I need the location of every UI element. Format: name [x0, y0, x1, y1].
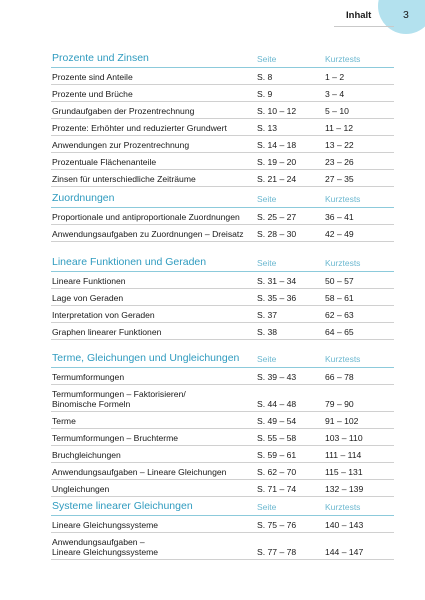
page-range: S. 13 [257, 123, 278, 133]
topic-label: Terme [52, 416, 76, 426]
page-range: S. 10 – 12 [257, 106, 297, 116]
table-row[interactable] [51, 429, 394, 446]
page-number: 3 [403, 9, 409, 21]
topic-label [52, 537, 252, 557]
test-range: 13 – 22 [325, 140, 354, 150]
section-lineare-funktionen [51, 256, 394, 340]
page-range: S. 55 – 58 [257, 433, 297, 443]
test-range: 91 – 102 [325, 416, 359, 426]
topic-label: Prozentuale Flächenanteile [52, 157, 157, 167]
column-header-page: Seite [257, 354, 277, 364]
table-row[interactable] [51, 480, 394, 497]
page-range: S. 35 – 36 [257, 293, 297, 303]
topic-label: Anwendungen zur Prozentrechnung [52, 140, 190, 150]
page-range: S. 62 – 70 [257, 467, 297, 477]
section-title: Lineare Funktionen und Geraden [52, 256, 207, 268]
section-title: Terme, Gleichungen und Ungleichungen [52, 352, 240, 364]
column-header-page: Seite [257, 194, 277, 204]
section-title: Zuordnungen [52, 192, 115, 204]
section-header [51, 500, 394, 516]
topic-label: Prozente: Erhöhter und reduzierter Grundwert [52, 123, 227, 133]
test-range: 23 – 26 [325, 157, 354, 167]
table-row[interactable] [51, 68, 394, 85]
section-systeme-linearer-gleichungen [51, 500, 394, 560]
section-header [51, 352, 394, 368]
page-range: S. 71 – 74 [257, 484, 297, 494]
page-range: S. 37 [257, 310, 278, 320]
table-row[interactable] [51, 412, 394, 429]
test-range: 11 – 12 [325, 123, 354, 133]
topic-label: Prozente und Brüche [52, 89, 133, 99]
page-range: S. 14 – 18 [257, 140, 297, 150]
column-header-tests: Kurztests [325, 502, 361, 512]
page-range: S. 59 – 61 [257, 450, 297, 460]
test-range: 64 – 65 [325, 327, 354, 337]
column-header-page: Seite [257, 502, 277, 512]
topic-label: Anwendungsaufgaben – Lineare Gleichungen [52, 467, 227, 477]
section-header [51, 256, 394, 272]
column-header-page: Seite [257, 258, 277, 268]
table-row[interactable] [51, 516, 394, 533]
page-range: S. 21 – 24 [257, 174, 297, 184]
table-row[interactable] [51, 533, 394, 560]
page-range: S. 38 [257, 327, 278, 337]
page-range: S. 8 [257, 72, 273, 82]
topic-label: Lineare Funktionen [52, 276, 126, 286]
topic-label: Termumformungen – Bruchterme [52, 433, 179, 443]
column-header-tests: Kurztests [325, 258, 361, 268]
page-title: Inhalt [346, 10, 372, 21]
page-number-badge [378, 0, 425, 34]
table-row[interactable] [51, 289, 394, 306]
table-row[interactable] [51, 136, 394, 153]
table-row[interactable] [51, 153, 394, 170]
test-range: 1 – 2 [325, 72, 345, 82]
column-header-tests: Kurztests [325, 354, 361, 364]
test-range: 111 – 114 [325, 450, 362, 460]
topic-label: Zinsen für unterschiedliche Zeiträume [52, 174, 196, 184]
test-range: 115 – 131 [325, 467, 363, 477]
test-range: 66 – 78 [325, 372, 354, 382]
test-range: 3 – 4 [325, 89, 345, 99]
topic-line-2: Lineare Gleichungssysteme [52, 547, 159, 557]
column-header-tests: Kurztests [325, 194, 361, 204]
topic-label: Grundaufgaben der Prozentrechnung [52, 106, 195, 116]
table-row[interactable] [51, 170, 394, 187]
table-row[interactable] [51, 225, 394, 242]
topic-line-1: Termumformungen – Faktorisieren/ [52, 389, 186, 399]
test-range: 103 – 110 [325, 433, 363, 443]
table-row[interactable] [51, 208, 394, 225]
test-range: 42 – 49 [325, 229, 354, 239]
table-row[interactable] [51, 385, 394, 412]
page-range: S. 19 – 20 [257, 157, 297, 167]
table-row[interactable] [51, 446, 394, 463]
topic-label: Proportionale und antiproportionale Zuordnungen [52, 212, 240, 222]
page-range: S. 49 – 54 [257, 416, 297, 426]
table-row[interactable] [51, 368, 394, 385]
table-row[interactable] [51, 463, 394, 480]
table-row[interactable] [51, 102, 394, 119]
topic-label: Lineare Gleichungssysteme [52, 520, 159, 530]
table-row[interactable] [51, 119, 394, 136]
test-range: 36 – 41 [325, 212, 354, 222]
topic-label: Prozente sind Anteile [52, 72, 133, 82]
table-row[interactable] [51, 323, 394, 340]
page-range: S. 31 – 34 [257, 276, 297, 286]
test-range: 62 – 63 [325, 310, 354, 320]
section-header [51, 52, 394, 68]
page-range: S. 44 – 48 [257, 399, 297, 409]
topic-line-2: Binomische Formeln [52, 399, 131, 409]
section-header [51, 192, 394, 208]
page-range: S. 25 – 27 [257, 212, 297, 222]
page-range: S. 28 – 30 [257, 229, 297, 239]
test-range: 50 – 57 [325, 276, 354, 286]
test-range: 27 – 35 [325, 174, 354, 184]
test-range: 58 – 61 [325, 293, 354, 303]
page-range: S. 39 – 43 [257, 372, 297, 382]
section-title: Prozente und Zinsen [52, 52, 149, 64]
header-divider [334, 26, 394, 27]
page-range: S. 9 [257, 89, 273, 99]
section-terme-gleichungen [51, 352, 394, 497]
test-range: 132 – 139 [325, 484, 364, 494]
page-range: S. 75 – 76 [257, 520, 297, 530]
table-row[interactable] [51, 272, 394, 289]
test-range: 140 – 143 [325, 520, 364, 530]
topic-label: Graphen linearer Funktionen [52, 327, 162, 337]
topic-label: Ungleichungen [52, 484, 110, 494]
page-range: S. 77 – 78 [257, 547, 297, 557]
column-header-tests: Kurztests [325, 54, 361, 64]
test-range: 79 – 90 [325, 399, 354, 409]
topic-label: Termumformungen [52, 372, 125, 382]
table-row[interactable] [51, 85, 394, 102]
test-range: 5 – 10 [325, 106, 349, 116]
topic-label: Anwendungsaufgaben zu Zuordnungen – Dreisatz [52, 229, 244, 239]
topic-label [52, 389, 252, 409]
topic-label: Interpretation von Geraden [52, 310, 155, 320]
column-header-page: Seite [257, 54, 277, 64]
table-row[interactable] [51, 306, 394, 323]
topic-label: Bruchgleichungen [52, 450, 121, 460]
topic-label: Lage von Geraden [52, 293, 124, 303]
topic-line-1: Anwendungsaufgaben – [52, 537, 145, 547]
section-zuordnungen [51, 192, 394, 242]
section-title: Systeme linearer Gleichungen [52, 500, 193, 512]
test-range: 144 – 147 [325, 547, 364, 557]
section-prozente-und-zinsen [51, 52, 394, 187]
